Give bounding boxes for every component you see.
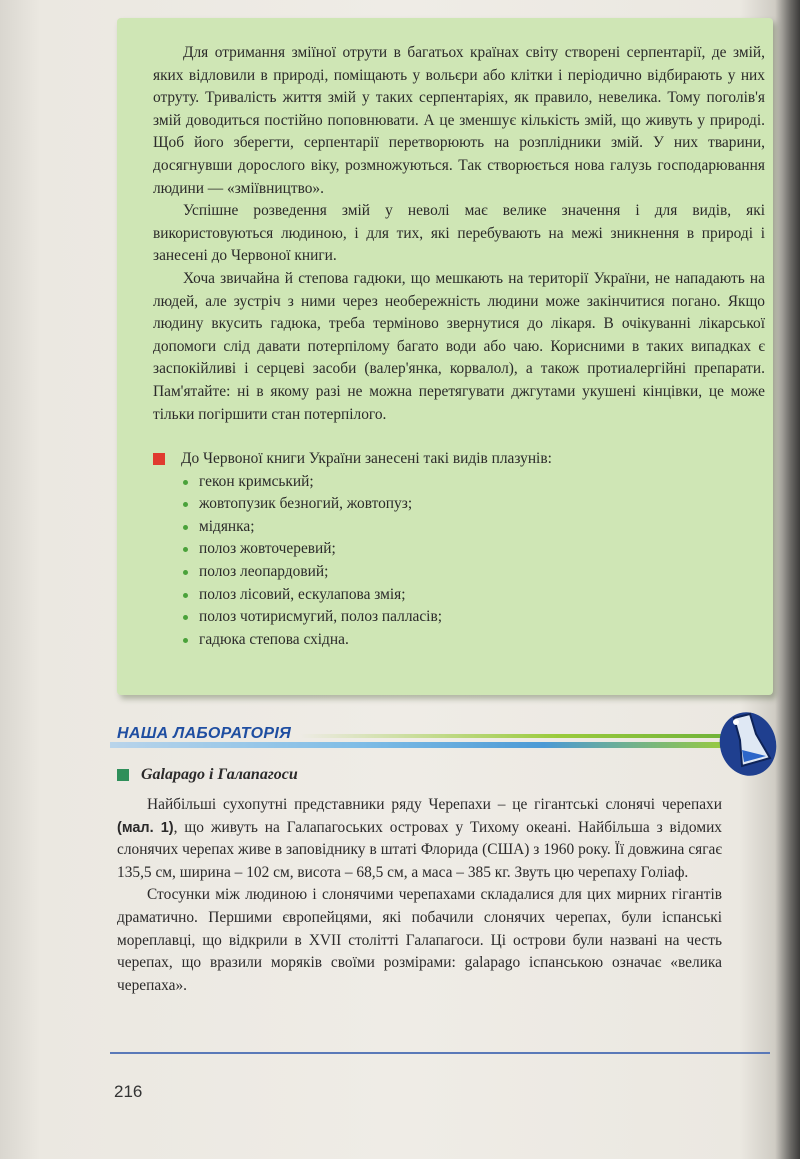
list-item: гекон кримський; [181,471,765,494]
red-book-list [153,448,765,651]
section-heading [117,766,298,784]
bullet-icon [183,570,188,575]
list-item: полоз жовточеревий; [181,538,765,561]
lab-flask-icon [712,700,780,780]
lab-body [117,794,722,997]
page-footer-rule [110,1052,770,1054]
info-paragraph: Для отримання зміїної отрути в багатьох країнах світу створені серпентарії, де змій, яких відловили в природі, поміщають у вольєри або клітки і періодично відбирають у них отруту. Тривалість життя змій у таких серпентаріях, як правило, невелика. Тому поголів'я змій доводиться постійно поповнювати. А це зменшує кількість змій, що живуть у природі. Щоб його зберегти, серпентарії перетворюють на розплідники змій. У них тварини, досягнувши дорослого віку, розмножуються. Так створюється нова галузь господарювання людини — «зміївництво». [153,44,765,197]
lab-paragraph: Стосунки між людиною і слонячими черепахами складалися для цих мирних гігантів драматично. Першими європейцями, які побачили слонячих черепах, були іспанські мореплавці, що відкрили в XVII столітті Галапагоси. Ці острови були названі на честь черепах, що вразили моряків своїми розмірами: galapago іспанською означає «велика черепаха». [117,886,722,994]
list-item: полоз чотирисмугий, полоз палласів; [181,606,765,629]
section-title: Galapago і Галапагоси [141,766,298,783]
info-box [117,18,773,695]
info-paragraph: Хоча звичайна й степова гадюки, що мешкають на території України, не нападають на людей, але зустріч з ними через необережність людини може закінчитися погано. Якщо людину вкусить гадюка, треба терміново звернутися до лікаря. В очікуванні лікарської допомоги слід давати потерпілому багато води або чаю. Корисними в таких випадках є заспокійливі і серцеві засоби (валер'янка, корвалол), а також протиалергійні препарати. Пам'ятайте: ні в якому разі не можна перетягувати джгутами укушені кінцівки, це може тільки погіршити стан потерпілого. [153,269,765,423]
section-square-icon [117,769,129,781]
species-list [181,471,765,652]
bullet-icon [183,638,188,643]
bullet-icon [183,593,188,598]
list-item: жовтопузик безногий, жовтопуз; [181,493,765,516]
lab-paragraph: Найбільші сухопутні представники ряду Черепахи – це гігантські слонячі черепахи (мал. 1), що живуть на Галапагоських островах у Тихому океані. Найбільша з відомих слонячих черепах живе в заповіднику в штаті Флорида (США) з 1960 року. Її довжина сягає 135,5 см, ширина – 102 см, висота – 68,5 см, а маса – 385 кг. Звуть цю черепаху Голіаф. [117,796,722,881]
list-item: полоз леопардовий; [181,561,765,584]
list-item: мідянка; [181,516,765,539]
page-number: 216 [114,1082,143,1101]
info-paragraph: Успішне розведення змій у неволі має велике значення і для видів, які використовуються людиною, і для тих, які перебувають на межі зникнення в природі і занесені до Червоної книги. [153,202,765,265]
bullet-icon [183,480,188,485]
red-book-list-heading: До Червоної книги України занесені такі видів плазунів: [181,450,552,468]
bullet-icon [183,615,188,620]
bullet-icon [183,547,188,552]
list-item: гадюка степова східна. [181,629,765,652]
lab-section-title: НАША ЛАБОРАТОРІЯ [117,725,292,742]
bullet-icon [183,502,188,507]
list-item: полоз лісовий, ескулапова змія; [181,584,765,607]
red-square-icon [153,453,165,465]
figure-reference: (мал. 1) [117,819,174,836]
lab-header-accent [300,734,730,738]
bullet-icon [183,525,188,530]
